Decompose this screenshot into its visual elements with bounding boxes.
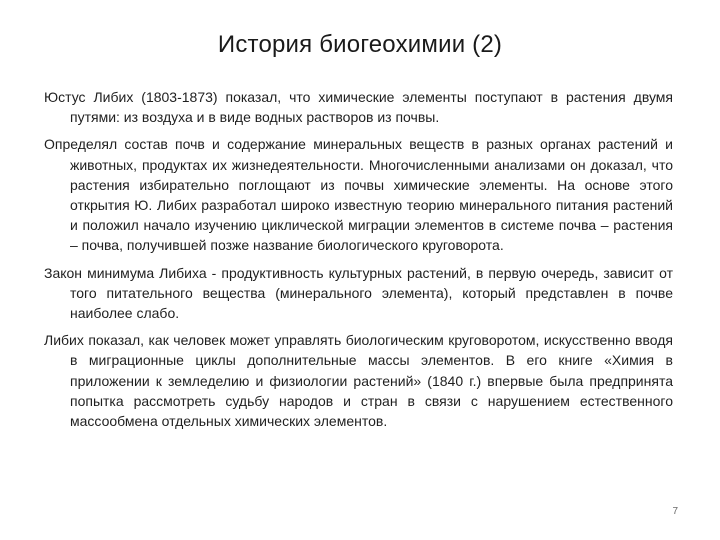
page-number: 7 (672, 506, 678, 517)
paragraph-law-of-minimum: Закон минимума Либиха - продуктивность культурных растений, в первую очередь, зависит от того питательного вещества (минерального элемента), который представлен в почве наиболее слабо. (44, 264, 673, 322)
paragraph-biological-cycle: Либих показал, как человек может управлять биологическим круговоротом, искусственно вводя в миграционные циклы дополнительные массы элементов. В его книге «Химия в приложении к земледелию и физиологии растений» (1840 г.) впервые была предпринята попытка рассмотреть судьбу народов и стран в связи с нарушением естественного массообмена отдельных химических элементов. (44, 332, 673, 430)
slide-body (44, 87, 673, 438)
paragraph-liebig-intro: Юстус Либих (1803-1873) показал, что химические элементы поступают в растения двумя путями: из воздуха и в виде водных растворов из почвы. (44, 89, 673, 126)
slide-title: История биогеохимии (2) (217, 31, 503, 58)
paragraph-soil-analysis: Определял состав почв и содержание минеральных веществ в разных органах растений и животных, продуктах их жизнедеятельности. Многочисленными анализами он доказал, что растения избирательно поглощают из почвы химические элементы. На основе этого открытия Ю. Либих разработал широко известную теорию минерального питания растений и положил начало изучению циклической миграции элементов в системе почва – растения – почва, получившей позже название биологического круговорота. (44, 136, 673, 254)
